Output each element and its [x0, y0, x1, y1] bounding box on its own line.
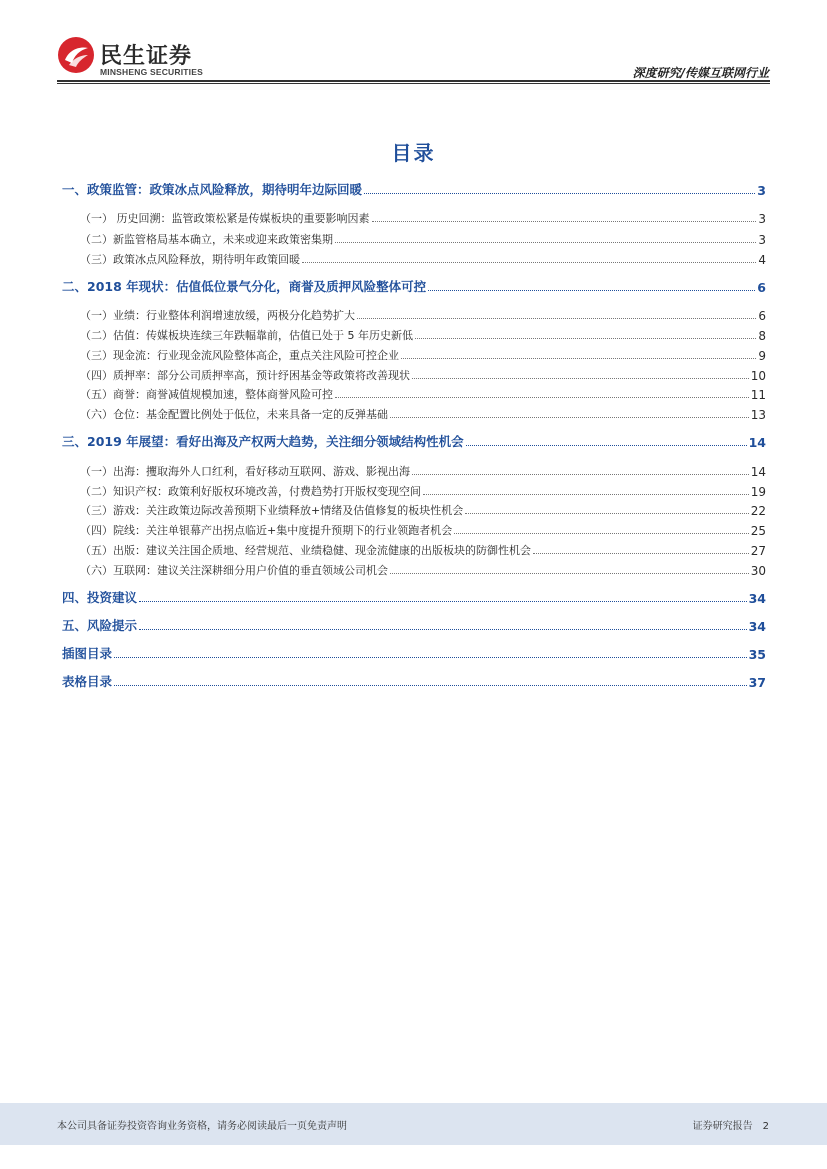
- toc-entry-label: （二）知识产权：政策利好版权环境改善，付费趋势打开版权变现空间: [80, 485, 421, 498]
- dot-leader: [412, 378, 749, 379]
- dot-leader: [302, 262, 756, 263]
- toc-entry-label: （五）商誉：商誉减值规模加速，整体商誉风险可控: [80, 388, 333, 401]
- toc-entry-label: 五、风险提示: [62, 618, 138, 633]
- toc-entry-page: 22: [750, 504, 766, 518]
- toc-entry[interactable]: [62, 345, 766, 363]
- dot-leader: [465, 513, 749, 514]
- toc-entry-label: （一） 历史回溯：监管政策松紧是传媒板块的重要影响因素: [80, 212, 370, 225]
- dot-leader: [139, 601, 747, 602]
- toc-entry-page: 35: [748, 647, 766, 662]
- toc-title: 目录: [391, 141, 436, 165]
- toc-entry-page: 14: [748, 435, 766, 450]
- toc-entry[interactable]: [62, 208, 766, 226]
- toc-entry[interactable]: [62, 432, 766, 450]
- toc-entry-page: 3: [758, 233, 766, 247]
- toc-entry-page: 6: [757, 280, 766, 295]
- toc-entry[interactable]: [62, 277, 766, 295]
- toc-entry-page: 3: [758, 212, 766, 226]
- toc-entry[interactable]: [62, 644, 766, 662]
- dot-leader: [390, 417, 749, 418]
- toc-entry-label: 三、2019 年展望：看好出海及产权两大趋势，关注细分领域结构性机会: [62, 434, 464, 449]
- footer-disclaimer: 本公司具备证券投资咨询业务资格，请务必阅读最后一页免责声明: [57, 1121, 347, 1132]
- toc-entry-label: （三）现金流：行业现金流风险整体高企，重点关注风险可控企业: [80, 349, 399, 362]
- dot-leader: [428, 290, 755, 291]
- toc-entry-page: 8: [758, 329, 766, 343]
- footer-report-label: 证券研究报告: [692, 1121, 753, 1132]
- toc-entry[interactable]: [62, 325, 766, 343]
- dot-leader: [390, 573, 749, 574]
- toc-entry-page: 4: [758, 253, 766, 267]
- toc-entry-page: 9: [758, 349, 766, 363]
- dot-leader: [401, 358, 756, 359]
- toc-entry[interactable]: [62, 305, 766, 323]
- toc-entry-label: 四、投资建议: [62, 590, 138, 605]
- toc-entry-label: （一）业绩：行业整体利润增速放缓，两极分化趋势扩大: [80, 309, 355, 322]
- page-header: [0, 0, 827, 84]
- minsheng-logo: [57, 36, 237, 80]
- logo-chinese-name: 民生证券: [100, 44, 193, 69]
- toc-entry-label: （三）政策冰点风险释放，期待明年政策回暖: [80, 253, 300, 266]
- minsheng-logo-icon: [57, 36, 95, 74]
- toc-entry-page: 13: [750, 408, 766, 422]
- toc-entry-page: 30: [750, 564, 766, 578]
- dot-leader: [114, 685, 747, 686]
- toc-entry[interactable]: [62, 249, 766, 267]
- dot-leader: [139, 629, 747, 630]
- dot-leader: [423, 494, 749, 495]
- toc-entry-label: （二）新监管格局基本确立，未来或迎来政策密集期: [80, 233, 333, 246]
- toc-entry[interactable]: [62, 520, 766, 538]
- toc-entry-label: （五）出版：建议关注国企质地、经营规范、业绩稳健、现金流健康的出版板块的防御性机会: [80, 544, 531, 557]
- toc-entry[interactable]: [62, 672, 766, 690]
- toc-entry[interactable]: [62, 481, 766, 499]
- toc-entry[interactable]: [62, 180, 766, 198]
- page-footer: [0, 1103, 827, 1145]
- toc-entry-page: 25: [750, 524, 766, 538]
- dot-leader: [415, 338, 756, 339]
- footer-right: [683, 1117, 769, 1132]
- toc-entry-label: 表格目录: [62, 674, 113, 689]
- dot-leader: [533, 553, 749, 554]
- header-rule: [57, 80, 770, 82]
- toc-entry-page: 11: [750, 388, 766, 402]
- dot-leader: [364, 193, 755, 194]
- toc-entry[interactable]: [62, 365, 766, 383]
- dot-leader: [372, 221, 757, 222]
- toc-entry-page: 37: [748, 675, 766, 690]
- toc-entry-label: 插图目录: [62, 646, 113, 661]
- footer-page-number: 2: [762, 1121, 769, 1132]
- toc-entry-page: 6: [758, 309, 766, 323]
- toc-entry-label: （六）互联网：建议关注深耕细分用户价值的垂直领域公司机会: [80, 564, 388, 577]
- dot-leader: [335, 242, 756, 243]
- toc-entry-label: （四）院线：关注单银幕产出拐点临近+集中度提升预期下的行业领跑者机会: [80, 524, 453, 537]
- toc-entry[interactable]: [62, 404, 766, 422]
- dot-leader: [357, 318, 756, 319]
- toc-entry[interactable]: [62, 461, 766, 479]
- dot-leader: [335, 397, 749, 398]
- toc-entry[interactable]: [62, 560, 766, 578]
- toc-entry-page: 14: [750, 465, 766, 479]
- toc-entry-page: 3: [757, 183, 766, 198]
- header-rule-thin: [57, 83, 770, 84]
- report-type: 深度研究/传媒互联网行业: [632, 66, 769, 80]
- toc-entry-label: （六）仓位：基金配置比例处于低位，未来具备一定的反弹基础: [80, 408, 388, 421]
- toc-entry-page: 27: [750, 544, 766, 558]
- dot-leader: [454, 533, 749, 534]
- toc-entry-page: 10: [750, 369, 766, 383]
- toc-entry[interactable]: [62, 540, 766, 558]
- toc-entry-label: （四）质押率：部分公司质押率高，预计纾困基金等政策将改善现状: [80, 369, 410, 382]
- toc-entry-page: 34: [748, 619, 766, 634]
- toc-entry[interactable]: [62, 384, 766, 402]
- toc-entry[interactable]: [62, 229, 766, 247]
- toc-entry[interactable]: [62, 616, 766, 634]
- dot-leader: [114, 657, 747, 658]
- dot-leader: [466, 445, 747, 446]
- toc-entry-label: 一、政策监管：政策冰点风险释放，期待明年边际回暖: [62, 182, 363, 197]
- toc-entry-label: 二、2018 年现状：估值低位景气分化，商誉及质押风险整体可控: [62, 279, 427, 294]
- toc-entry[interactable]: [62, 588, 766, 606]
- toc-entry-label: （一）出海：攫取海外人口红利，看好移动互联网、游戏、影视出海: [80, 465, 410, 478]
- toc-entry-label: （三）游戏：关注政策边际改善预期下业绩释放+情绪及估值修复的板块性机会: [80, 504, 464, 517]
- toc-entry[interactable]: [62, 500, 766, 518]
- logo-english-name: MINSHENG SECURITIES: [100, 67, 203, 77]
- toc-entry-page: 19: [750, 485, 766, 499]
- dot-leader: [412, 474, 749, 475]
- toc-entry-page: 34: [748, 591, 766, 606]
- toc-entry-label: （二）估值：传媒板块连续三年跌幅靠前，估值已处于 5 年历史新低: [80, 329, 413, 342]
